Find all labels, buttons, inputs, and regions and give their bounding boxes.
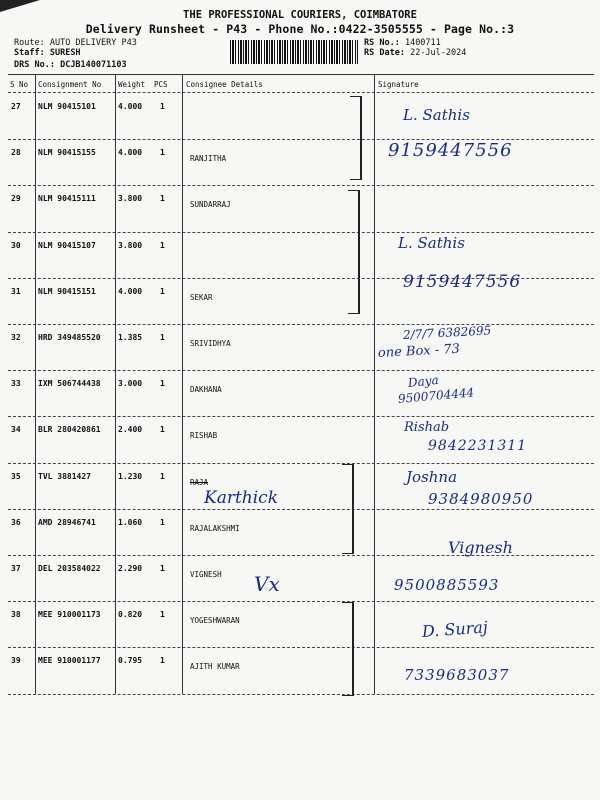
handwritten-phone: 9500704444 (397, 385, 475, 406)
handwritten-phone: 9159447556 (403, 272, 522, 292)
handwritten-signature: L. Sathis (398, 234, 465, 252)
route-value: AUTO DELIVERY P43 (49, 38, 137, 48)
cell-sno: 28 (11, 148, 21, 158)
cell-pcs: 1 (160, 148, 165, 158)
cell-sno: 33 (11, 379, 21, 389)
cell-consignment: NLM 90415101 (38, 102, 96, 111)
cell-consignment: NLM 90415111 (38, 194, 96, 204)
table-row (8, 186, 594, 232)
header-rule (8, 92, 594, 93)
header-signature: Signature (378, 80, 419, 89)
cell-pcs: 1 (160, 517, 165, 527)
cell-consignee: RAJA (190, 477, 209, 487)
handwritten-phone: 9500885593 (394, 576, 500, 594)
cell-weight: 4.000 (118, 148, 143, 158)
table-row (8, 325, 594, 371)
runsheet-table (8, 74, 594, 694)
cell-pcs: 1 (160, 194, 165, 204)
cell-weight: 1.385 (118, 333, 143, 342)
handwritten-bracket (342, 464, 354, 554)
handwritten-note: 2/7/7 6382695 (402, 323, 492, 342)
cell-consignment: HRD 349485520 (38, 333, 101, 342)
staff-value: SURESH (49, 48, 81, 58)
cell-sno: 39 (11, 656, 21, 666)
cell-pcs: 1 (160, 102, 165, 111)
staff-line (14, 48, 81, 58)
rs-date-value: 22-Jul-2024 (410, 48, 467, 58)
handwritten-mark: Vx (254, 572, 280, 596)
cell-weight: 4.000 (118, 102, 143, 111)
cell-consignment: TVL 3881427 (38, 471, 91, 481)
rs-date-label: RS Date: (364, 48, 405, 58)
cell-consignee: SEKAR (190, 292, 213, 302)
handwritten-phone: 9842231311 (428, 438, 528, 454)
handwritten-signature: L. Sathis (403, 106, 470, 124)
handwritten-phone: 9384980950 (428, 490, 534, 508)
table-row (8, 371, 594, 417)
cell-pcs: 1 (160, 656, 165, 666)
cell-sno: 36 (11, 517, 21, 527)
table-top-border (8, 74, 594, 75)
cell-weight: 0.820 (118, 610, 143, 620)
header-consignment: Consignment No (38, 80, 102, 89)
cell-sno: 31 (11, 286, 21, 296)
cell-pcs: 1 (160, 564, 165, 573)
cell-consignment: DEL 203584022 (38, 564, 101, 573)
handwritten-phone: 7339683037 (404, 666, 510, 684)
cell-consignee: YOGESHWARAN (190, 616, 240, 626)
cell-pcs: 1 (160, 379, 165, 389)
route-line (14, 38, 137, 48)
cell-consignee: DAKHANA (190, 385, 222, 395)
cell-weight: 0.795 (118, 656, 143, 666)
cell-consignee: SUNDARRAJ (190, 200, 231, 210)
drs-value: DCJB140071103 (60, 60, 127, 70)
handwritten-signature: Daya (407, 372, 440, 390)
header-weight: Weight (118, 80, 146, 89)
cell-sno: 38 (11, 610, 21, 620)
handwritten-signature: Rishab (404, 420, 450, 435)
rs-no-line (364, 38, 441, 48)
cell-consignee: SRIVIDHYA (190, 339, 231, 348)
handwritten-signature: D. Suraj (421, 617, 489, 641)
table-row (8, 556, 594, 602)
handwritten-note: one Box - 73 (377, 341, 461, 361)
cell-pcs: 1 (160, 425, 165, 435)
cell-consignment: BLR 280420861 (38, 425, 101, 435)
cell-pcs: 1 (160, 240, 165, 250)
rs-no-value: 1400711 (404, 38, 441, 48)
cell-weight: 4.000 (118, 286, 143, 296)
barcode (230, 40, 358, 64)
drs-label: DRS No.: (14, 60, 55, 70)
cell-consignment: NLM 90415107 (38, 240, 96, 250)
cell-weight: 3.800 (118, 240, 143, 250)
cell-pcs: 1 (160, 610, 165, 620)
cell-pcs: 1 (160, 286, 165, 296)
cell-consignment: NLM 90415151 (38, 286, 96, 296)
cell-consignment: MEE 910001177 (38, 656, 101, 666)
cell-consignment: IXM 506744438 (38, 379, 101, 389)
handwritten-bracket (342, 602, 354, 696)
rs-no-label: RS No.: (364, 38, 400, 48)
handwritten-phone: 9159447556 (388, 140, 513, 161)
cell-consignee: VIGNESH (190, 570, 222, 579)
cell-pcs: 1 (160, 333, 165, 342)
row-divider (8, 694, 594, 695)
table-row (8, 94, 594, 140)
cell-consignee: RISHAB (190, 431, 218, 441)
cell-consignee: RAJALAKSHMI (190, 523, 240, 533)
cell-consignee: RANJITHA (190, 154, 227, 164)
table-row (8, 602, 594, 648)
handwritten-name: Karthick (204, 488, 279, 508)
drs-line (14, 60, 127, 70)
handwritten-bracket (350, 96, 362, 180)
cell-sno: 27 (11, 102, 21, 111)
header-sno: S No (10, 80, 29, 89)
company-title: THE PROFESSIONAL COURIERS, COIMBATORE (183, 9, 417, 21)
handwritten-signature: Vignesh (448, 538, 513, 557)
cell-sno: 37 (11, 564, 21, 573)
cell-consignment: AMD 28946741 (38, 517, 96, 527)
header-consignee: Consignee Details (186, 80, 263, 89)
header-pcs: PCS (154, 80, 168, 89)
cell-consignment: NLM 90415155 (38, 148, 96, 158)
staff-label: Staff: (14, 48, 45, 58)
cell-sno: 35 (11, 471, 21, 481)
route-label: Route: (14, 38, 45, 48)
cell-sno: 32 (11, 333, 21, 342)
runsheet-title: Delivery Runsheet - P43 - Phone No.:0422-3505555 - Page No.:3 (85, 22, 515, 36)
handwritten-bracket (348, 190, 360, 314)
handwritten-signature: Joshna (406, 468, 458, 486)
cell-weight: 3.800 (118, 194, 143, 204)
cell-consignee: AJITH KUMAR (190, 662, 240, 672)
cell-weight: 1.060 (118, 517, 143, 527)
cell-weight: 3.000 (118, 379, 143, 389)
cell-weight: 2.290 (118, 564, 143, 573)
cell-consignment: MEE 910001173 (38, 610, 101, 620)
cell-weight: 2.400 (118, 425, 143, 435)
cell-sno: 30 (11, 240, 21, 250)
cell-weight: 1.230 (118, 471, 143, 481)
cell-sno: 34 (11, 425, 21, 435)
cell-pcs: 1 (160, 471, 165, 481)
rs-date-line (364, 48, 466, 58)
cell-sno: 29 (11, 194, 21, 204)
